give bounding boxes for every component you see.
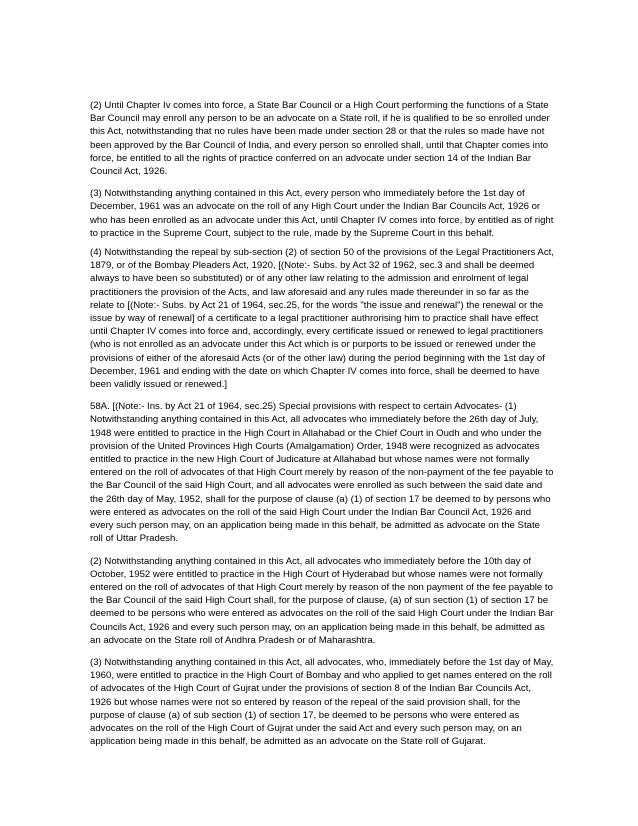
paragraph-section-58a-3: (3) Notwithstanding anything contained in this Act, all advocates, who, immediately before the 1st day of May, 1960, were entitled to practice in the High Court of Bombay and who applied to get names entered on the roll of advocates of the High Court of Gujrat under the provisions of section 8 of the Indian Bar Councils Act, 1926 but whose names were not so entered by reason of the repeal of the said provision shall, for the purpose of clause (a) of sub section (1) of section 17, be deemed to be persons who were entered as advocates on the roll of the High Court of Gujrat under the said Act and every such person may, on an application being made in this behalf, be admitted as an advocate on the State roll of Gujarat. bbox=[90, 656, 554, 748]
paragraph-section-58a-2: (2) Notwithstanding anything contained in this Act, all advocates who immediately before the 10th day of October, 1952 were entitled to practice in the High Court of Hyderabad but whose names were not formally entered on the roll of advocates of that High Court merely by reason of the non payment of the fee payable to the Bar Council of the said High Court shall, for the purpose of clause, (a) of sun section (1) of section 17 be deemed to be persons who were entered as advocates on the roll of the said High Court under the Indian Bar Councils Act, 1926 and every such person may, on an application being made in this behalf, be admitted as an advocate on the State roll of Andhra Pradesh or of Maharashtra. bbox=[90, 555, 554, 646]
paragraph-section-58-3: (3) Notwithstanding anything contained in this Act, every person who immediately before the 1st day of December, 1961 was an advocate on the roll of any High Court under the Indian Bar Councils Act, 1926 or who has been enrolled as an advocate under this Act, until Chapter IV comes into force, by entitled as of right to practice in the Supreme Court, subject to the rule, made by the Supreme Court in this behalf. bbox=[90, 188, 554, 239]
paragraph-section-58a-1: 58A. [(Note:- Ins. by Act 21 of 1964, sec.25) Special provisions with respect to certain Advocates- (1) Notwithstanding anything contained in this Act, all advocates who immediately before the 26th day of July, 1948 were entitled to practice in the High Court in Allahabad or the Chief Court in Oudh and who under the provision of the United Provinces High Courts (Amalgamation) Order, 1948 were recognized as advocates entitled to practice in the new High Court of Judicature at Allahabad but whose names were not formally entered on the roll of advocates of that High Court merely by reason of the non-payment of the fee payable to the Bar Council of the said High Court, and all advocates were enrolled as such between the said date and the 26th day of May, 1952, shall for the purpose of clause (a) (1) of section 17 be deemed to by persons who were entered as advocates on the roll of the said High Court under the Indian Bar Council Act, 1926 and every such person may, on an application being made in this behalf, be admitted as advocate on the State roll of Uttar Pradesh. bbox=[90, 401, 554, 545]
paragraph-section-58-2: (2) Until Chapter Iv comes into force, a State Bar Council or a High Court performing the functions of a State Bar Council may enroll any person to be an advocate on a State roll, if he is qualified to be so enrolled under this Act, notwithstanding that no rules have been made under section 28 or that the rules so made have not been approved by the Bar Council of India, and every person so enrolled shall, until that Chapter comes into force, be entitled to all the rights of practice conferred on an advocate under section 14 of the Indian Bar Council Act, 1926. bbox=[90, 100, 550, 178]
paragraph-section-58-4: (4) Notwithstanding the repeal by sub-section (2) of section 50 of the provisions of the Legal Practitioners Act, 1879, or of the Bombay Pleaders Act, 1920, [(Note:- Subs. by Act 32 of 1962, sec.3 and shall be deemed always to have been so substituted) or of any other law relating to the admission and enrolment of legal practitioners the provision of the Acts, and law aforesaid and any rules made thereunder in so far as the relate to [(Note:- Subs. by Act 21 of 1964, sec.25, for the words "the issue and renewal") the renewal or the issue by way of renewal] of a certificate to a legal practitioner authrorising him to practice shall have effect until Chapter IV comes into force and, accordingly, every certificate issued or renewed to legal practitioners (who is not enrolled as an advocate under this Act which is or purports to be issued or renewed under the provisions of either of the aforesaid Acts (or of the other law) during the period beginning with the 1st day of December, 1961 and ending with the date on which Chapter IV comes into force, shall be deemed to have been validly issued or renewed.] bbox=[90, 247, 554, 391]
document-body bbox=[90, 99, 554, 757]
